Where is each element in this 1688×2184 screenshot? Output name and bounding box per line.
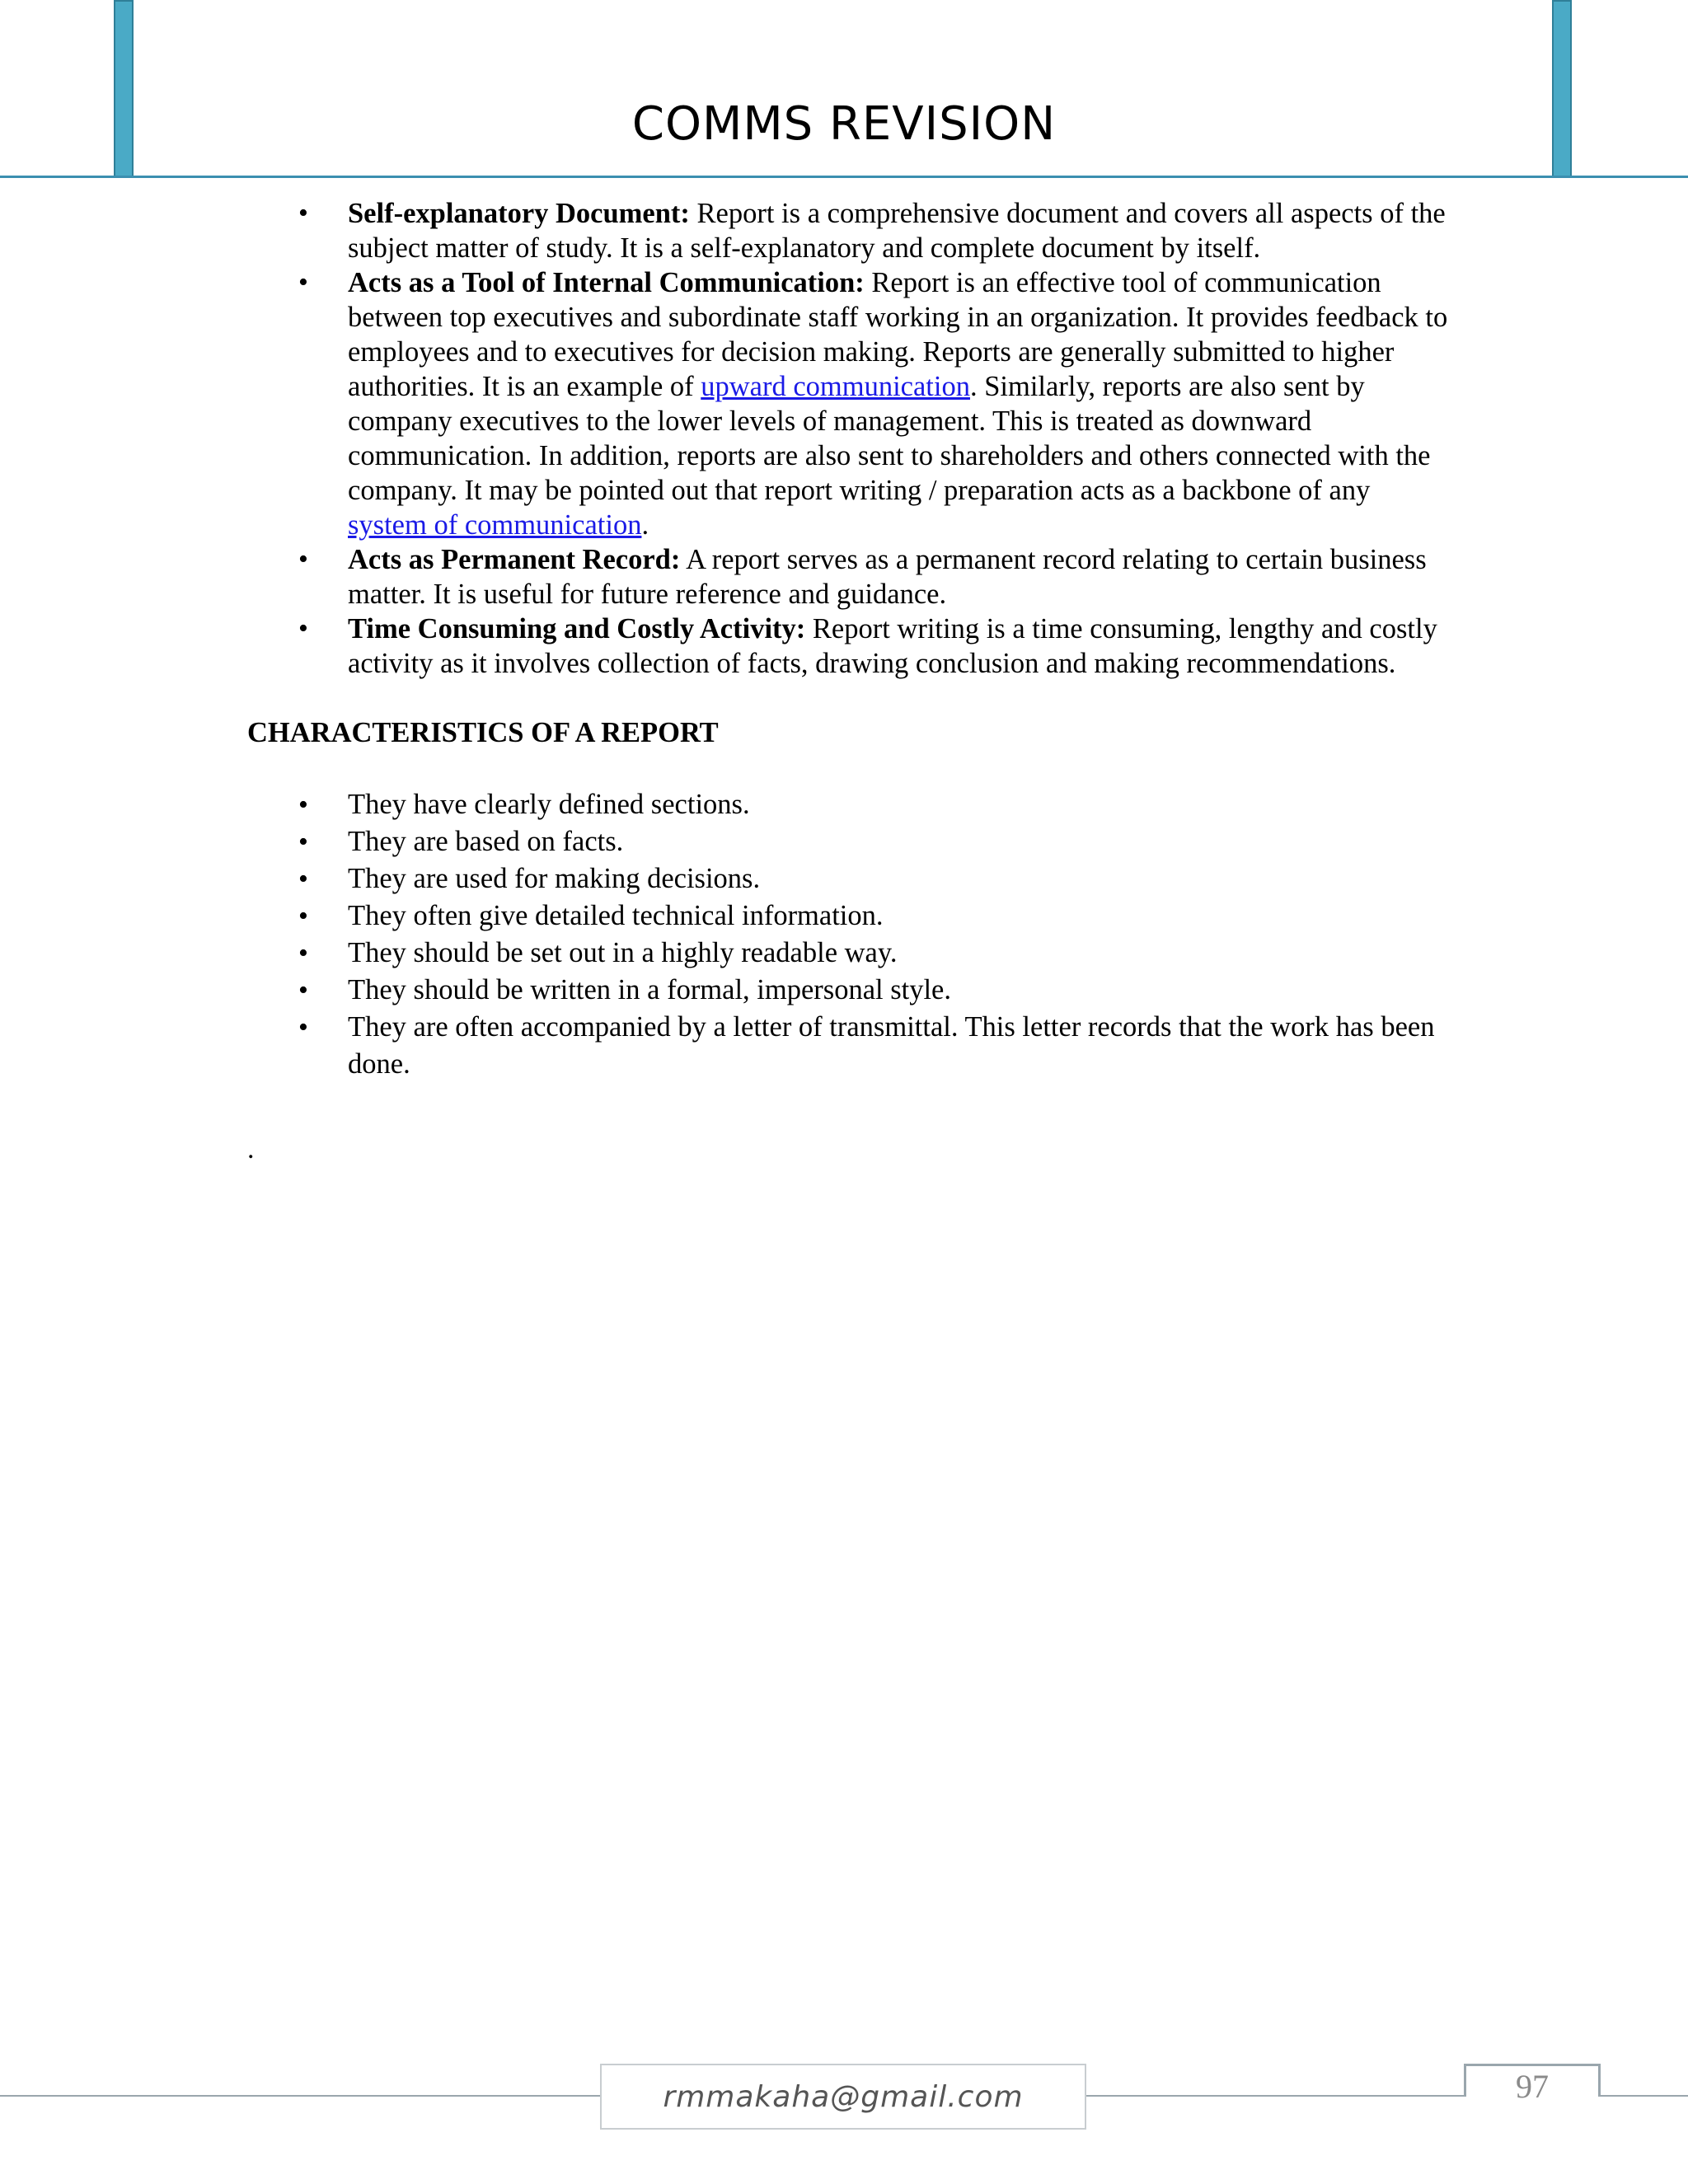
- footer-divider-right: [1599, 2095, 1688, 2097]
- item-text: They are used for making decisions.: [348, 863, 761, 894]
- item-text: They are often accompanied by a letter of transmittal. This letter records that the work has been done.: [348, 1011, 1435, 1080]
- list-item: [247, 935, 1451, 972]
- bullet-icon: •: [298, 267, 308, 298]
- footer-divider-left: [0, 2095, 602, 2097]
- page-header-title: COMMS REVISION: [631, 97, 1057, 151]
- list-item: [247, 265, 1451, 542]
- bullet-icon: •: [298, 613, 308, 644]
- footer-email: rmmakaha@gmail.com: [600, 2064, 1086, 2130]
- item-text: . Similarly, reports are also sent by company executives to the lower levels of management. This is treated as downward communication. In addition, reports are also sent to shareholders and others connected with the company. It may be pointed out that report writing / preparation acts as a backbone of any: [348, 371, 1431, 506]
- bullet-icon: •: [298, 901, 308, 931]
- bullet-icon: •: [298, 198, 308, 228]
- system-of-communication-link[interactable]: system of communication: [348, 509, 642, 541]
- item-text: They should be set out in a highly readable way.: [348, 937, 898, 968]
- bullet-icon: •: [298, 864, 308, 894]
- item-text: They often give detailed technical information.: [348, 900, 884, 931]
- item-text: They should be written in a formal, impersonal style.: [348, 974, 951, 1005]
- features-list: [247, 196, 1451, 681]
- page-number: 97: [1516, 2068, 1549, 2105]
- item-text: They have clearly defined sections.: [348, 789, 750, 820]
- item-text: Report is an effective tool of communication between top executives and subordinate staff working in an organization. It provides feedback to employees and to executives for decision making. Reports are generally submitted to higher authorities. It is an example of: [348, 267, 1448, 402]
- item-label: Self-explanatory Document:: [348, 198, 690, 229]
- trailing-period: .: [247, 1134, 255, 1165]
- list-item: [247, 196, 1451, 265]
- page-content: [247, 196, 1451, 1167]
- item-text: .: [641, 509, 649, 541]
- list-item: [247, 1009, 1451, 1083]
- bullet-icon: •: [298, 827, 308, 857]
- item-text: Report is a comprehensive document and covers all aspects of the subject matter of study. It is a self-explanatory and complete document by itself.: [348, 198, 1446, 264]
- item-text: Report writing is a time consuming, lengthy and costly activity as it involves collection of facts, drawing conclusion and making recommendations.: [348, 613, 1437, 679]
- upward-communication-link[interactable]: upward communication: [701, 371, 970, 402]
- bullet-icon: •: [298, 938, 308, 968]
- footer-divider-mid: [1086, 2095, 1465, 2097]
- item-label: Acts as a Tool of Internal Communication:: [348, 267, 865, 298]
- bullet-icon: •: [298, 544, 308, 574]
- item-text: They are based on facts.: [348, 826, 624, 857]
- characteristics-list: [247, 786, 1451, 1083]
- header-divider: [0, 176, 1688, 178]
- bullet-icon: •: [298, 975, 308, 1005]
- list-item: [247, 860, 1451, 898]
- list-item: [247, 972, 1451, 1009]
- section-heading-characteristics: CHARACTERISTICS OF A REPORT: [247, 717, 719, 748]
- bullet-icon: •: [298, 1012, 308, 1043]
- bullet-icon: •: [298, 790, 308, 820]
- list-item: [247, 786, 1451, 823]
- item-text: A report serves as a permanent record relating to certain business matter. It is useful for future reference and guidance.: [348, 544, 1427, 610]
- list-item: [247, 612, 1451, 681]
- item-label: Time Consuming and Costly Activity:: [348, 613, 806, 644]
- item-label: Acts as Permanent Record:: [348, 544, 681, 575]
- list-item: [247, 542, 1451, 612]
- list-item: [247, 823, 1451, 860]
- list-item: [247, 898, 1451, 935]
